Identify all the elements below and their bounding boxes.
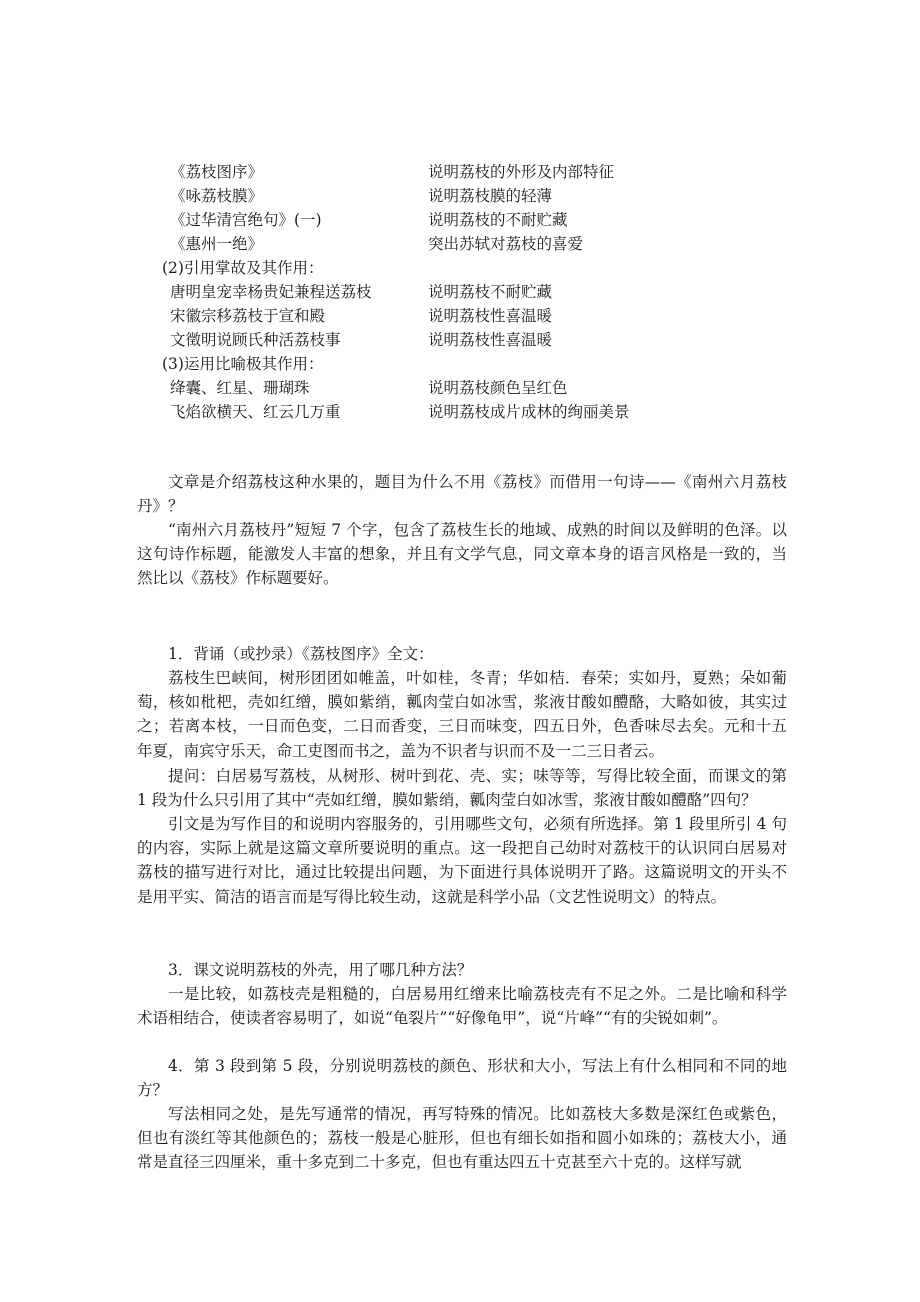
poem-title: 《荔枝图序》 (170, 163, 264, 181)
task3-heading: 3．课文说明荔枝的外壳，用了哪几种方法？ (168, 961, 473, 979)
allusion-row (170, 328, 810, 352)
metaphor-heading: (3)运用比喻极其作用： (162, 355, 324, 373)
poem-title: 《咏荔枝膜》 (170, 187, 264, 205)
metaphor-row (170, 400, 810, 424)
poem-purpose: 突出苏轼对荔枝的喜爱 (428, 235, 584, 253)
poem-title: 《过华清宫绝句》(一) (170, 211, 322, 229)
task4-heading: 4．第 3 段到第 5 段，分别说明荔枝的颜色、形状和大小，写法上有什么相同和不同的地方？ (137, 1057, 787, 1100)
poem-purpose: 说明荔枝的外形及内部特征 (428, 163, 615, 181)
question-title-paragraph: 文章是介绍荔枝这种水果的，题目为什么不用《荔枝》而借用一句诗——《南州六月荔枝丹》？ (137, 473, 787, 516)
metaphor-text: 绛囊、红星、珊瑚珠 (170, 379, 310, 397)
allusion-text: 唐明皇宠幸杨贵妃兼程送荔枝 (170, 283, 372, 301)
metaphor-purpose: 说明荔枝成片成林的绚丽美景 (428, 403, 630, 421)
allusion-text: 文徵明说顾氏种活荔枝事 (170, 331, 341, 349)
allusion-text: 宋徽宗移荔枝于宣和殿 (170, 307, 326, 325)
answer-paragraph: 一是比较，如荔枝壳是粗糙的，白居易用红缯来比喻荔枝壳有不足之外。二是比喻和科学术语相结合，使读者容易明了，如说“龟裂片”“好像龟甲”，说“片峰”“有的尖锐如刺”。 (137, 985, 787, 1028)
poem-row (170, 232, 810, 256)
allusion-heading: (2)引用掌故及其作用： (162, 259, 324, 277)
preface-text-paragraph: 荔枝生巴峡间，树形团团如帷盖，叶如桂，冬青；华如桔．春荣；实如丹，夏熟；朵如葡萄，核如枇杷，壳如红缯，膜如紫绡，瓤肉莹白如冰雪，浆液甘酸如醴酪，大略如彼，其实过之；若离本枝，一日而色变，二日而香变，三日而味变，四五日外，色香味尽去矣。元和十五年夏，南宾守乐天，命工吏图而书之，盖为不识者与识而不及一二三日者云。 (137, 669, 787, 760)
poem-title: 《惠州一绝》 (170, 235, 264, 253)
allusion-row (170, 304, 810, 328)
poem-row (170, 184, 810, 208)
poem-purpose: 说明荔枝膜的轻薄 (428, 187, 553, 205)
allusion-purpose: 说明荔枝不耐贮藏 (428, 283, 553, 301)
poem-row (170, 160, 810, 184)
poem-purpose: 说明荔枝的不耐贮藏 (428, 211, 568, 229)
metaphor-row (170, 376, 810, 400)
metaphor-purpose: 说明荔枝颜色呈红色 (428, 379, 568, 397)
allusion-row (170, 280, 810, 304)
question-paragraph: 提问：白居易写荔枝，从树形、树叶到花、壳、实；味等等，写得比较全面，而课文的第 1 段为什么只引用了其中“壳如红缯，膜如紫绡，瓤肉莹白如冰雪，浆液甘酸如醴酪”四句？ (137, 767, 787, 810)
allusion-purpose: 说明荔枝性喜温暖 (428, 331, 553, 349)
metaphor-text: 飞焰欲横天、红云几万重 (170, 403, 341, 421)
task1-heading: 1．背诵（或抄录）《荔枝图序》全文： (168, 645, 434, 663)
allusion-purpose: 说明荔枝性喜温暖 (428, 307, 553, 325)
answer-title-paragraph: “南州六月荔枝丹”短短 7 个字，包含了荔枝生长的地域、成熟的时间以及鲜明的色泽。以这句诗作标题，能激发人丰富的想象，并且有文学气息，同文章本身的语言风格是一致的，当然比以《荔枝》作标题要好。 (137, 521, 787, 588)
answer-paragraph: 写法相同之处，是先写通常的情况，再写特殊的情况。比如荔枝大多数是深红色或紫色，但也有淡红等其他颜色的；荔枝一般是心脏形，但也有细长如指和圆小如珠的；荔枝大小，通常是直径三四厘米，重十多克到二十多克，但也有重达四五十克甚至六十克的。这样写就 (137, 1105, 787, 1172)
poem-row (170, 208, 810, 232)
answer-paragraph: 引文是为写作目的和说明内容服务的，引用哪些文句，必须有所选择。第 1 段里所引 4 句的内容，实际上就是这篇文章所要说明的重点。这一段把自己幼时对荔枝干的认识同白居易对荔枝的描写进行对比，通过比较提出问题，为下面进行具体说明开了路。这篇说明文的开头不是用平实、简洁的语言而是写得比较生动，这就是科学小品（文艺性说明文）的特点。 (137, 815, 787, 906)
